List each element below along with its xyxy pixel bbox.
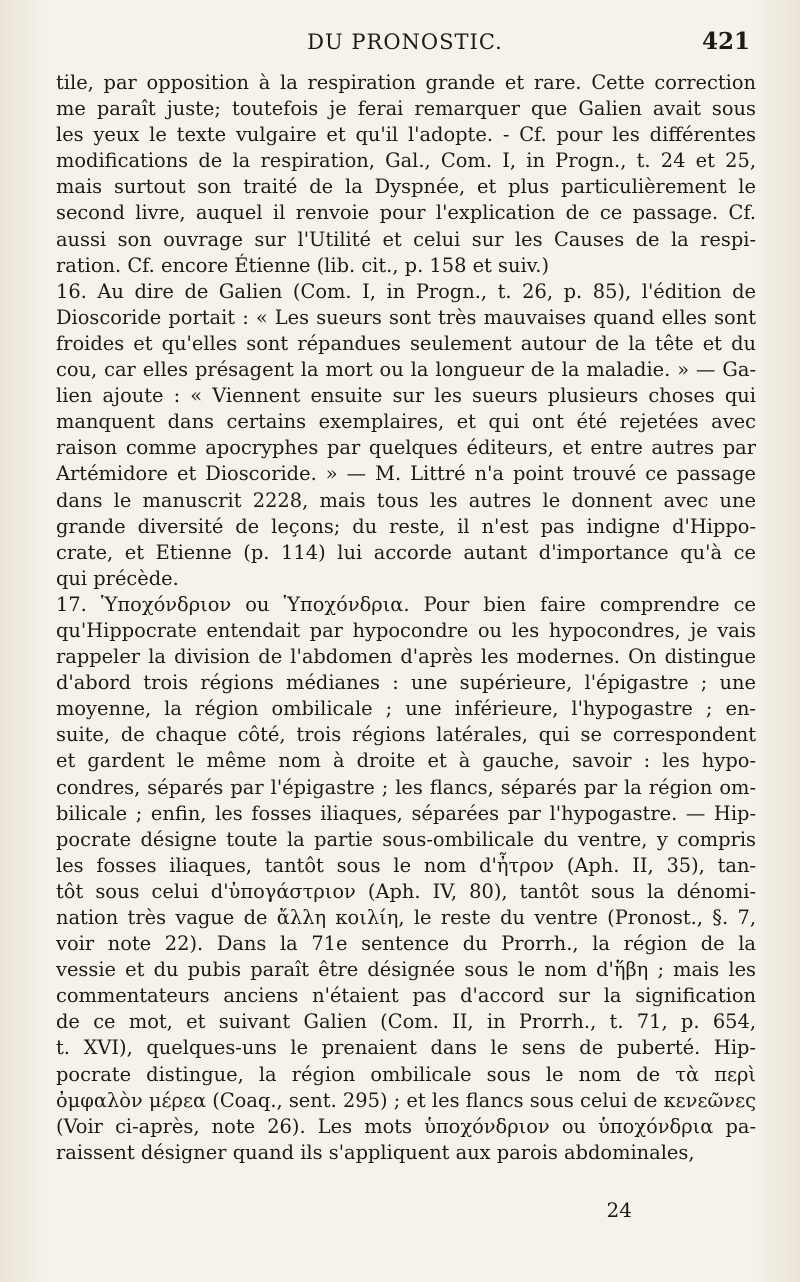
text-line: froides et qu'elles sont répandues seulement autour de la tête et du [56,331,756,355]
text-line: mais surtout son traité de la Dyspnée, et plus particulièrement le [56,175,756,199]
body-text [56,70,756,1166]
signature-mark: 24 [606,1198,632,1222]
text-line: nation très vague de ἄλλη κοιλίη, le reste du ventre (Pronost., §. 7, [56,906,756,929]
text-line: et gardent le même nom à droite et à gauche, savoir : les hypo- [56,749,756,773]
text-line: me paraît juste; toutefois je ferai remarquer que Galien avait sous [56,97,756,121]
page-number: 421 [701,28,750,55]
text-line: moyenne, la région ombilicale ; une inférieure, l'hypogastre ; en- [56,697,756,721]
text-line: rappeler la division de l'abdomen d'après les modernes. On distingue [56,645,756,669]
text-line: 16. Au dire de Galien (Com. I, in Progn., t. 26, p. 85), l'édition de [56,279,756,303]
text-line: Dioscoride portait : « Les sueurs sont très mauvaises quand elles sont [56,305,756,329]
text-line: t. XVI), quelques-uns le prenaient dans le sens de puberté. Hip- [56,1036,756,1060]
text-line: bilicale ; enfin, les fosses iliaques, séparées par l'hypogastre. — Hip- [56,801,756,825]
text-line: vessie et du pubis paraît être désignée sous le nom d'ἥβη ; mais les [56,958,756,982]
text-line: qui précède. [56,566,179,590]
text-line: lien ajoute : « Viennent ensuite sur les sueurs plusieurs choses qui [56,384,756,408]
text-line: manquent dans certains exemplaires, et qui ont été rejetées avec [56,410,756,434]
text-line: grande diversité de leçons; du reste, il n'est pas indigne d'Hippo- [56,514,756,538]
text-line: crate, et Etienne (p. 114) lui accorde autant d'importance qu'à ce [56,540,756,564]
text-line: raissent désigner quand ils s'appliquent aux parois abdominales, [56,1140,695,1164]
text-line: pocrate distingue, la région ombilicale sous le nom de τὰ περὶ [56,1062,756,1086]
text-line: tile, par opposition à la respiration grande et rare. Cette correction [56,71,756,94]
text-line: commentateurs anciens n'étaient pas d'accord sur la signification [56,984,756,1008]
text-line: cou, car elles présagent la mort ou la longueur de la maladie. » — Ga- [56,358,756,382]
text-line: de ce mot, et suivant Galien (Com. II, in Prorrh., t. 71, p. 654, [56,1010,756,1034]
text-line: suite, de chaque côté, trois régions latérales, qui se correspondent [56,723,756,747]
text-line: second livre, auquel il renvoie pour l'explication de ce passage. Cf. [56,201,756,225]
text-line: aussi son ouvrage sur l'Utilité et celui sur les Causes de la respi- [56,227,756,251]
text-line: tôt sous celui d'ὑπογάστριον (Aph. IV, 80), tantôt sous la dénomi- [56,879,756,903]
text-line: les fosses iliaques, tantôt sous le nom d'ἦτρον (Aph. II, 35), tan- [56,853,756,877]
text-line: 17. Ὑποχόνδριον ou Ὑποχόνδρια. Pour bien faire comprendre ce [56,592,756,616]
text-line: les yeux le texte vulgaire et qu'il l'adopte. - Cf. pour les différentes [56,123,756,147]
text-line: d'abord trois régions médianes : une supérieure, l'épigastre ; une [56,671,756,695]
text-line: Artémidore et Dioscoride. » — M. Littré n'a point trouvé ce passage [56,462,756,486]
text-line: (Voir ci-après, note 26). Les mots ὑποχόνδριον ou ὑποχόνδρια pa- [56,1114,756,1138]
text-line: pocrate désigne toute la partie sous-ombilicale du ventre, y compris [56,827,756,851]
page-header [54,26,756,62]
running-title: DU PRONOSTIC. [307,30,503,54]
text-line: ration. Cf. encore Étienne (lib. cit., p. 158 et suiv.) [56,253,550,277]
text-line: modifications de la respiration, Gal., Com. I, in Progn., t. 24 et 25, [56,149,756,173]
text-line: dans le manuscrit 2228, mais tous les autres le donnent avec une [56,488,756,512]
text-line: voir note 22). Dans la 71e sentence du Prorrh., la région de la [56,932,756,956]
text-line: qu'Hippocrate entendait par hypocondre ou les hypocondres, je vais [56,618,756,642]
text-line: raison comme apocryphes par quelques éditeurs, et entre autres par [56,436,756,460]
text-line: condres, séparés par l'épigastre ; les flancs, séparés par la région om- [56,775,756,799]
text-line: ὀμφαλὸν μέρεα (Coaq., sent. 295) ; et les flancs sous celui de κενεῶνες [56,1088,756,1112]
